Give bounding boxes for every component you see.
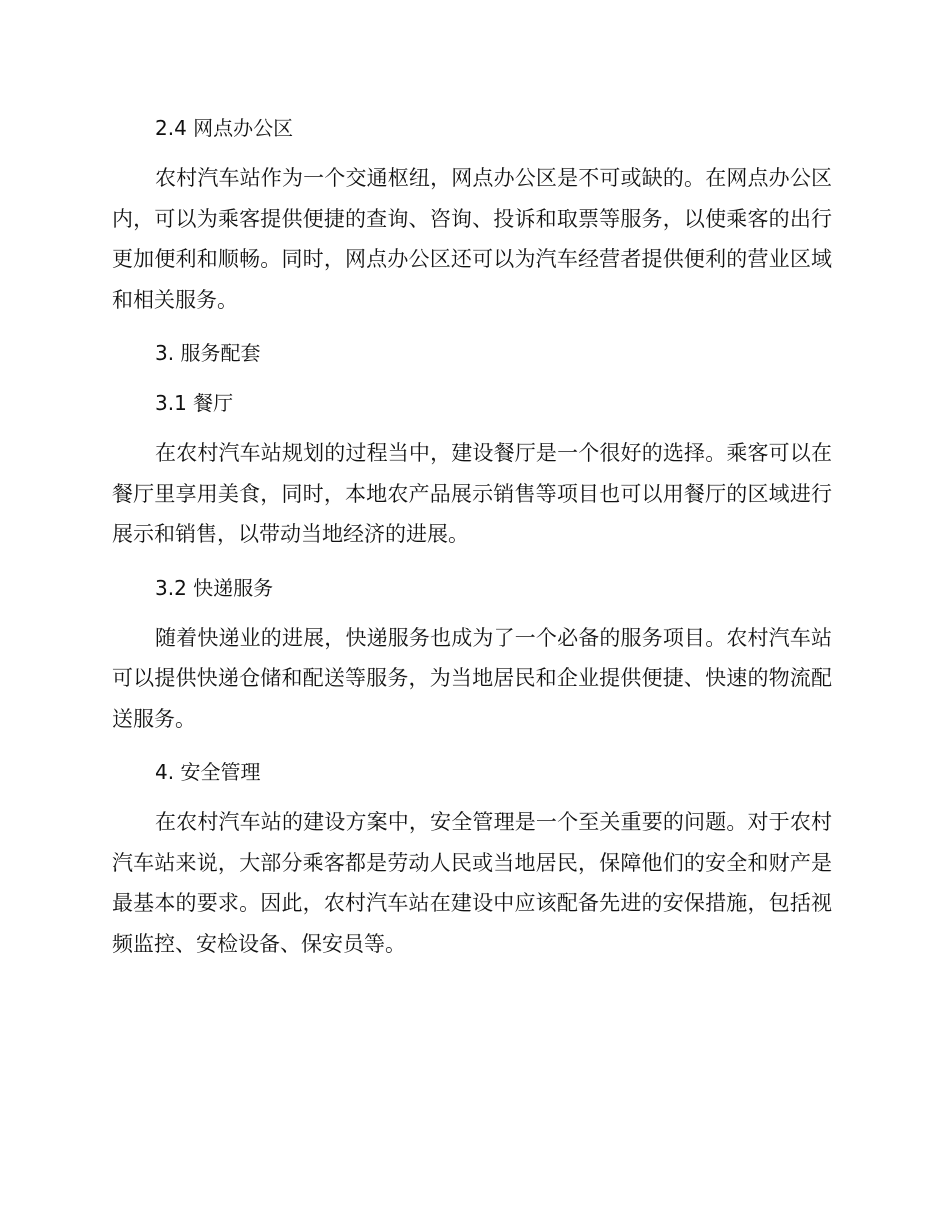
section-heading-3-1: 3.1 餐厅: [155, 391, 234, 415]
section-paragraph-4: 在农村汽车站的建设方案中，安全管理是一个至关重要的问题。对于农村汽车站来说，大部分乘客都是劳动人民或当地居民，保障他们的安全和财产是最基本的要求。因此，农村汽车站在建设中应该配备先进的安保措施，包括视频监控、安检设备、保安员等。: [112, 810, 832, 956]
section-heading-2-4: 2.4 网点办公区: [155, 116, 294, 140]
section-heading-3-2: 3.2 快递服务: [155, 575, 274, 600]
document-body: [112, 108, 832, 977]
section-paragraph-3-2: 随着快递业的进展，快递服务也成为了一个必备的服务项目。农村汽车站可以提供快递仓储和配送等服务，为当地居民和企业提供便捷、快速的物流配送服务。: [112, 625, 832, 731]
section-heading-3: 3. 服务配套: [155, 341, 261, 365]
section-heading-4: 4. 安全管理: [155, 760, 261, 784]
section-paragraph-2-4: 农村汽车站作为一个交通枢纽，网点办公区是不可或缺的。在网点办公区内，可以为乘客提供便捷的查询、咨询、投诉和取票等服务，以使乘客的出行更加便利和顺畅。同时，网点办公区还可以为汽车经营者提供便利的营业区域和相关服务。: [112, 166, 832, 312]
section-paragraph-3-1: 在农村汽车站规划的过程当中，建设餐厅是一个很好的选择。乘客可以在餐厅里享用美食，同时，本地农产品展示销售等项目也可以用餐厅的区域进行展示和销售，以带动当地经济的进展。: [112, 441, 832, 546]
